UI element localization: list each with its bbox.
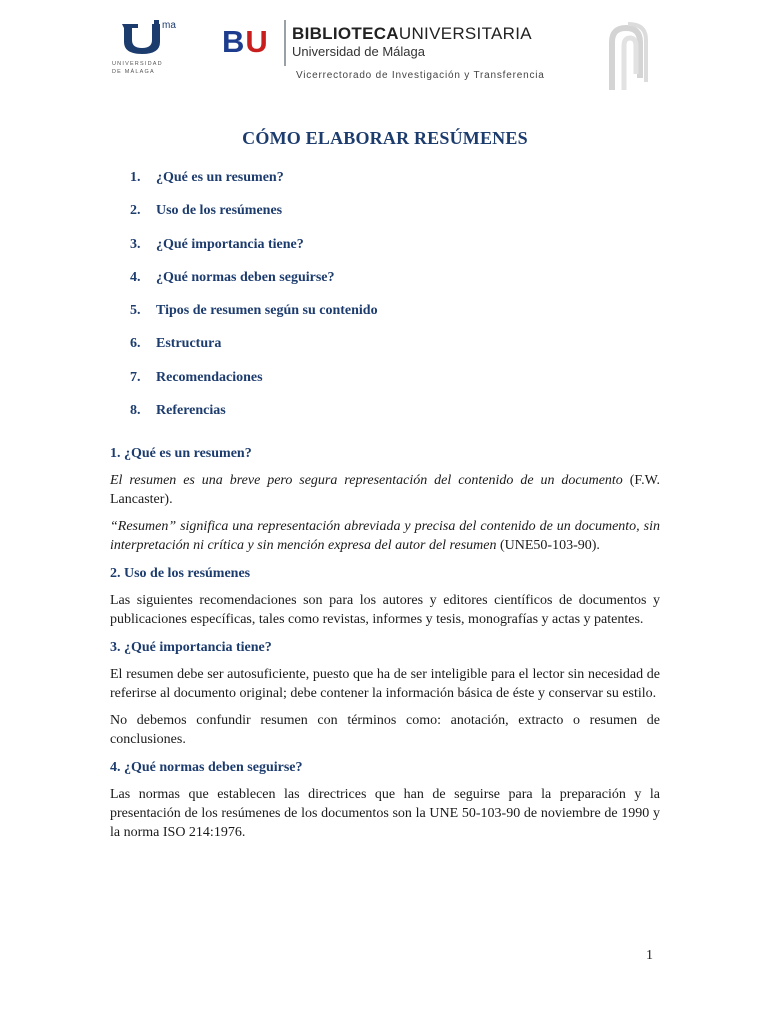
paragraph: Las normas que establecen las directrices que han de seguirse para la preparación y la presentación de los resúmenes de los documentos son la UNE 50-103-90 de noviembre de 1990 y la norma ISO 214:1976. [110,787,660,841]
toc-item: 1. ¿Qué es un resumen? [130,170,284,185]
table-of-contents [110,169,660,435]
section-heading: 1. ¿Qué es un resumen? [110,446,252,462]
toc-item: 5. Tipos de resumen según su contenido [130,303,378,319]
section-heading: 3. ¿Qué importancia tiene? [110,640,272,656]
bu-letters: BU [222,24,269,59]
section-4 [110,759,660,842]
paragraph: “Resumen” significa una representación abreviada y precisa del contenido de un documento, sin interpretación ni crítica y sin mención expresa del autor del resumen (UNE50-103-90). [110,519,660,554]
watermark-clip-icon [598,22,658,94]
toc-item: 8. Referencias [130,403,226,419]
bu-divider [284,20,286,66]
vicerrectorado-text: Vicerrectorado de Investigación y Transferencia [296,70,545,81]
page-number: 1 [646,948,653,963]
uma-logo-text: UNIVERSIDAD DE MÁLAGA [112,61,163,75]
paragraph: Las siguientes recomendaciones son para los autores y editores científicos de documentos y publicaciones específicas, tales como revistas, informes y tesis, monografías y actas y patentes. [110,593,660,628]
uma-logo-sup: ma [162,20,176,31]
toc-item: 4. ¿Qué normas deben seguirse? [130,269,335,285]
toc-item: 6. Estructura [130,336,222,352]
section-3 [110,639,660,749]
toc-item: 2. Uso de los resúmenes [130,203,283,219]
uma-logo [112,16,202,86]
page-header [0,0,768,100]
section-heading: 4. ¿Qué normas deben seguirse? [110,760,303,776]
biblioteca-title: BIBLIOTECAUNIVERSITARIA [292,24,532,43]
toc-item: 3. ¿Qué importancia tiene? [130,236,304,252]
section-heading: 2. Uso de los resúmenes [110,566,251,582]
section-1 [110,445,660,555]
paragraph: El resumen es una breve pero segura representación del contenido de un documento (F.W. Lancaster). [110,473,660,508]
document-body [110,128,660,850]
toc-item: 7. Recomendaciones [130,369,263,385]
biblioteca-subtitle: Universidad de Málaga [292,44,425,59]
biblioteca-logo [220,18,570,88]
paragraph: El resumen debe ser autosuficiente, puesto que ha de ser inteligible para el lector sin necesidad de referirse al documento original; debe contener la información básica de éste y conservar su estilo. [110,667,660,702]
document-title: CÓMO ELABORAR RESÚMENES [242,128,528,148]
paragraph: No debemos confundir resumen con términos como: anotación, extracto o resumen de conclusiones. [110,713,660,748]
section-2 [110,565,660,629]
